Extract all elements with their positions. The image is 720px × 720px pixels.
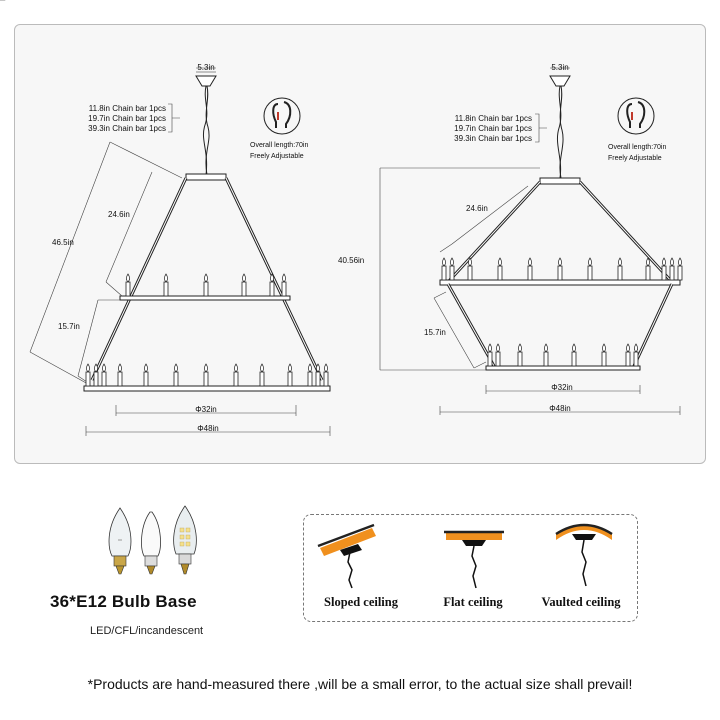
overall-length: Overall length:70in [250,142,309,149]
vaulted-ceiling-label: Vaulted ceiling [541,595,621,609]
right-total-height-dim: 40.56in [338,256,365,265]
chain-bar-1: 11.8in Chain bar 1pcs [454,114,532,123]
right-lower-candles [488,344,638,366]
chain-bar-3: 39.3in Chain bar 1pcs [88,124,166,133]
measurement-disclaimer: *Products are hand-measured there ,will be a small error, to the actual size shall prevail! [87,676,633,692]
overall-length: Overall length:70in [608,144,667,151]
bulb-types: LED/CFL/incandescent [90,625,204,637]
bulb-icons [109,506,196,574]
left-upper-arm-dim: 24.6in [108,210,130,219]
hook-icon [264,98,300,134]
right-outer-diameter: Φ48in [549,404,571,413]
bulb-base-title: 36*E12 Bulb Base [50,592,197,611]
left-chandelier [0,0,330,436]
left-length-notes [250,140,308,162]
hook-icon [618,98,654,134]
right-upper-candles [442,258,682,280]
chain-bar-2: 19.7in Chain bar 1pcs [454,124,532,133]
right-length-notes [608,142,666,164]
left-chain-bars [58,104,166,134]
left-total-slant-dim: 46.5in [52,238,74,247]
adjustable-note: Freely Adjustable [608,155,662,162]
left-top-width: 5.3in [197,63,215,72]
right-lower-arm-dim: 15.7in [424,328,446,337]
right-chain-bars [424,114,532,144]
right-top-width: 5.3in [551,63,569,72]
left-inner-diameter: Φ32in [195,405,217,414]
sloped-ceiling-label: Sloped ceiling [324,595,398,609]
chain-bar-1: 11.8in Chain bar 1pcs [88,104,166,113]
chain-bar-2: 19.7in Chain bar 1pcs [88,114,166,123]
chain-bar-3: 39.3in Chain bar 1pcs [454,134,532,143]
flat-ceiling-label: Flat ceiling [443,595,503,609]
adjustable-note: Freely Adjustable [250,153,304,160]
left-lower-arm-dim: 15.7in [58,322,80,331]
left-upper-candles [126,274,286,296]
left-outer-diameter: Φ48in [197,424,219,433]
right-upper-arm-dim: 24.6in [466,204,488,213]
right-inner-diameter: Φ32in [551,383,573,392]
left-lower-candles [86,364,328,386]
